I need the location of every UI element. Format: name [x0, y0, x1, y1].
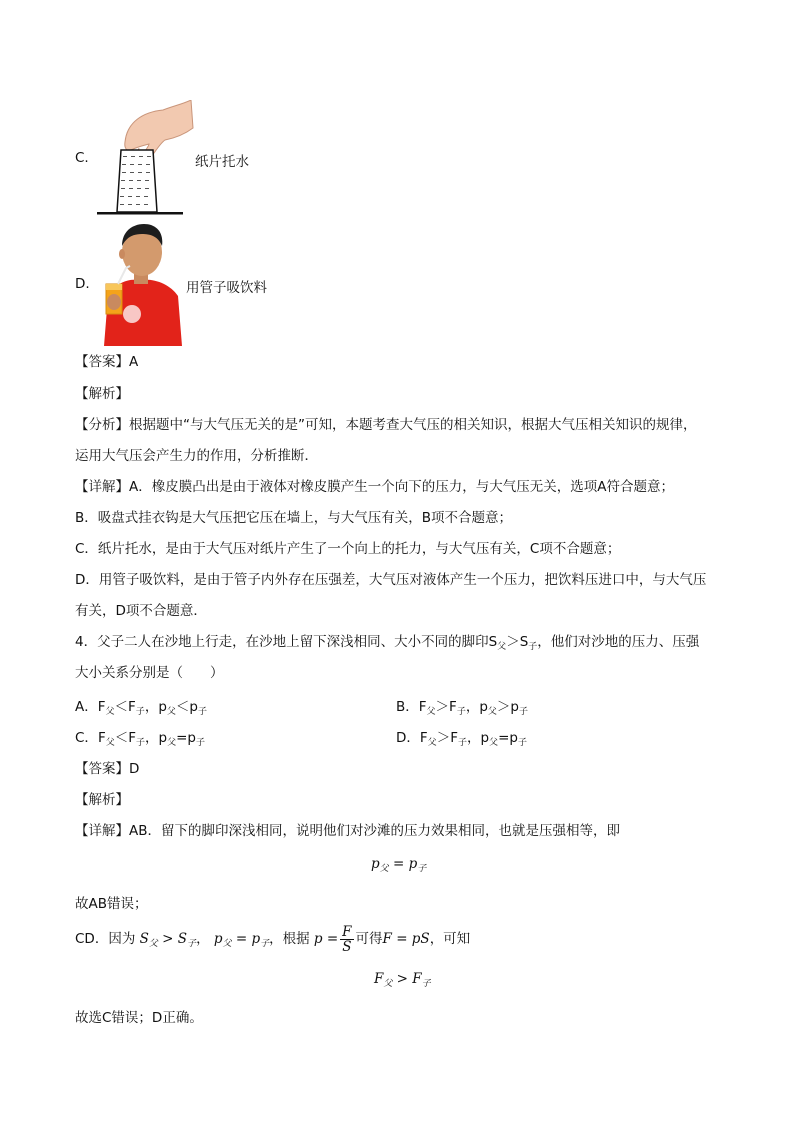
q3-detail-a: 【详解】A．橡皮膜凸出是由于液体对橡皮膜产生一个向下的压力，与大气压无关，选项A符合题意； — [75, 479, 674, 495]
q4-stem-line-1: 4．父子二人在沙地上行走，在沙地上留下深浅相同、大小不同的脚印$S_父>S_子$，他们对沙地的压力、压强 — [75, 634, 700, 652]
q4-conclusion-ab: 故AB错误； — [75, 896, 148, 912]
q3-analysis-line-2: 运用大气压会产生力的作用，分析推断． — [75, 448, 318, 464]
q4-final: 故选C错误；D正确。 — [75, 1010, 203, 1026]
q3-analysis-title: 【解析】 — [75, 386, 129, 402]
paper-holds-water-illustration — [95, 100, 195, 218]
q4-answer: 【答案】D — [75, 761, 140, 777]
formula-force: F = pS — [382, 931, 430, 947]
q4-option-c: C．$F_父<F_子$，$p_父=p_子$ — [75, 730, 205, 748]
q4-detail-cd: CD．因为 $S_父 > S_子$， $p_父 = p_子$，根据 p = $\frac{F}{S}$ 可得F = pS，可知 — [75, 924, 471, 955]
equality-p: $p_父 = p_子$ — [213, 931, 270, 949]
q3-analysis-line-1: 【分析】根据题中“与大气压无关的是”可知，本题考查大气压的相关知识，根据大气压相关知识的规律， — [75, 417, 697, 433]
option-d-letter: D. — [75, 276, 90, 292]
inequality-s: $S_父 > S_子$ — [139, 931, 197, 949]
inequality-f: $F_父 > F_子$ — [374, 971, 431, 989]
boy-drinking-illustration — [100, 222, 184, 346]
q4-option-b: B．$F_父>F_子$，$p_父>p_子$ — [396, 699, 529, 717]
option-c-letter: C. — [75, 150, 89, 166]
q3-detail-c: C．纸片托水，是由于大气压对纸片产生了一个向上的托力，与大气压有关，C项不合题意； — [75, 541, 621, 557]
q4-analysis-title: 【解析】 — [75, 792, 129, 808]
q3-answer: 【答案】A — [75, 354, 139, 370]
q3-detail-b: B．吸盘式挂衣钩是大气压把它压在墙上，与大气压有关，B项不合题意； — [75, 510, 513, 526]
option-c-caption: 纸片托水 — [195, 154, 249, 170]
q3-detail-d-line-2: 有关，D项不合题意． — [75, 603, 207, 619]
q4-option-a: A．$F_父<F_子$，$p_父<p_子$ — [75, 699, 207, 717]
option-d-caption: 用管子吸饮料 — [186, 280, 267, 296]
q3-detail-d-line-1: D．用管子吸饮料，是由于管子内外存在压强差，大气压对液体产生一个压力，把饮料压进口中，与大气压 — [75, 572, 707, 588]
q4-stem-line-2: 大小关系分别是（ ） — [75, 665, 224, 681]
equation-p-equal: $p_父 = p_子$ — [371, 856, 427, 874]
formula-pressure: p = $\frac{F}{S}$ — [313, 924, 352, 955]
q4-detail-ab: 【详解】AB．留下的脚印深浅相同，说明他们对沙滩的压力效果相同，也就是压强相等，即 — [75, 823, 620, 839]
q4-option-d: D．$F_父>F_子$，$p_父=p_子$ — [396, 730, 527, 748]
